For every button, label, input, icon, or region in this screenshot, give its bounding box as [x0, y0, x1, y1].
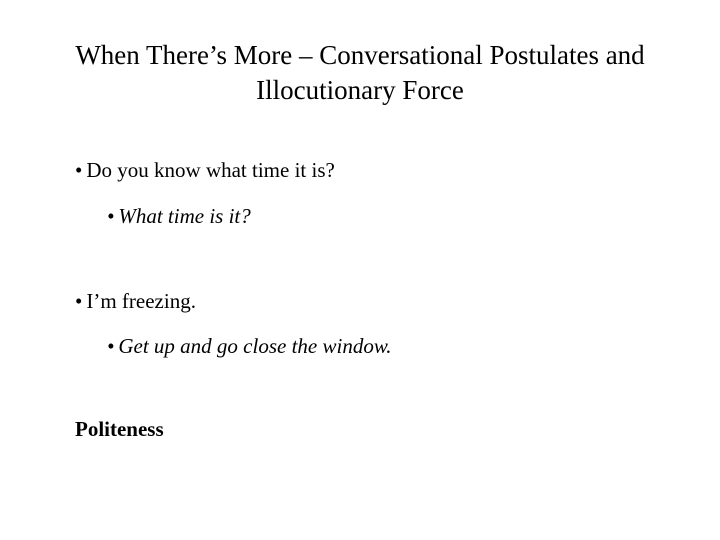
title-line-2: Illocutionary Force [256, 75, 464, 105]
title-line-1: When There’s More – Conversational Postulates and [75, 40, 645, 70]
sub-bullet-text: Get up and go close the window. [118, 334, 392, 358]
sub-bullet-text: What time is it? [118, 204, 251, 228]
bullet-icon: • [107, 204, 115, 228]
bullet-text: Do you know what time it is? [86, 158, 335, 182]
bullet-icon: • [107, 334, 115, 358]
bullet-item [75, 157, 335, 183]
slide-title [0, 38, 720, 108]
bullet-item [75, 288, 196, 314]
sub-bullet-item [107, 203, 251, 229]
bullet-text: I’m freezing. [86, 289, 196, 313]
closing-label: Politeness [75, 417, 164, 441]
bullet-icon: • [75, 158, 83, 182]
sub-bullet-item [107, 333, 392, 359]
bullet-icon: • [75, 289, 83, 313]
